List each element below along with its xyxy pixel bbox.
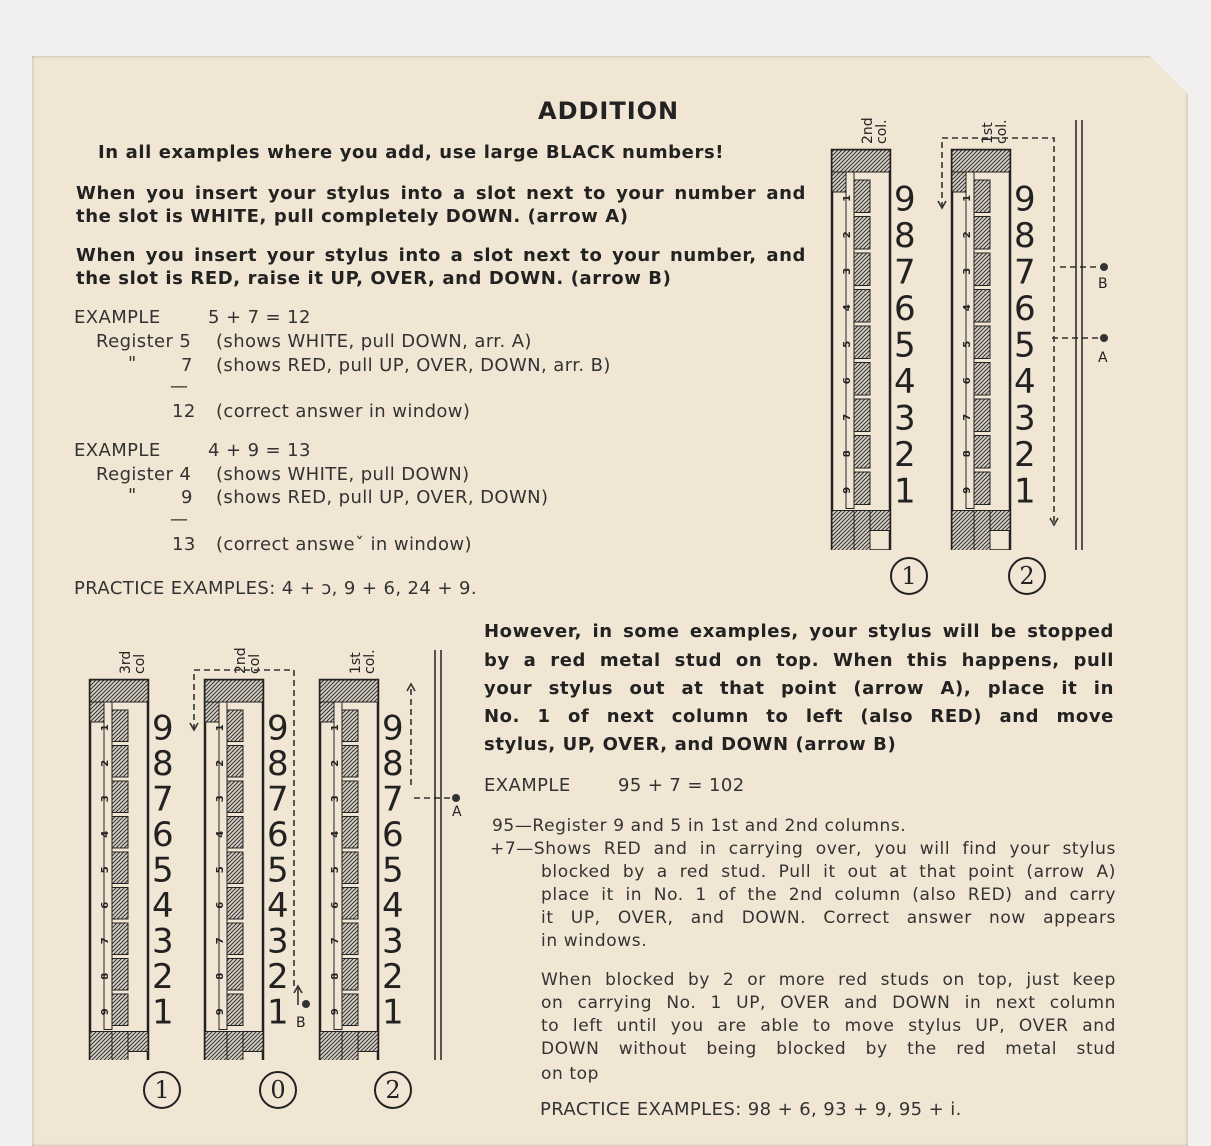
top-col-1st-slot (974, 253, 990, 286)
blocked-line5: on top (541, 1064, 600, 1084)
bottom-col-1st-slot (342, 746, 358, 778)
top-col-1st-slot-digit: 4 (962, 304, 973, 312)
bottom-col-3rd-slot-digit: 5 (100, 866, 111, 874)
example3-line2: +7—Shows RED and in carrying over, you will find your stylus (490, 839, 1116, 859)
top-col-1st-slot-digit: 2 (962, 231, 973, 239)
bottom-col-1st-slot-digit: 6 (330, 901, 341, 909)
example3-heading: EXAMPLE (484, 775, 571, 796)
however-line4: No. 1 of next column to left (also RED) and move (484, 706, 1114, 727)
top-col-1st-label-line1: 1st (980, 122, 996, 144)
bottom-col-2nd-label-line2: col (247, 653, 263, 674)
bottom-col-2nd-slot-digit: 1 (215, 724, 226, 732)
bottom-col-1st-slot-digit: 8 (330, 972, 341, 980)
bottom-col-2nd-top-cap (205, 680, 263, 702)
blocked-line4: DOWN without being blocked by the red metal stud (541, 1039, 1116, 1059)
bottom-col-1st-big-digit: 9 (382, 708, 404, 749)
top-col-1st-base-right (990, 511, 1010, 531)
top-col-2nd-slot (854, 399, 870, 432)
example1-equation: 5 + 7 = 12 (208, 307, 311, 328)
bottom-circle-0: 0 (259, 1071, 297, 1109)
blocked-line1: When blocked by 2 or more red studs on top, just keep (541, 970, 1116, 990)
bottom-col-1st-slot-digit: 7 (330, 937, 341, 945)
bottom-col-1st-slot (342, 959, 358, 991)
top-carry-path (942, 138, 1054, 525)
bottom-col-3rd-big-digit: 5 (152, 850, 174, 891)
example1-result: 12 (172, 401, 196, 422)
bottom-col-1st-slot (342, 923, 358, 955)
top-col-2nd-top-cap (832, 150, 890, 172)
intro-para2-line2: the slot is RED, raise it UP, OVER, and DOWN. (arrow B) (76, 268, 672, 289)
top-col-2nd-slot (854, 436, 870, 469)
bottom-col-3rd-base-slot (112, 1032, 128, 1061)
bottom-col-2nd-slot-digit: 7 (215, 937, 226, 945)
bottom-col-2nd-slot (227, 781, 243, 813)
bottom-col-2nd-big-digit: 1 (267, 992, 289, 1033)
top-col-2nd-slot-digit: 8 (842, 450, 853, 458)
bottom-col-1st-slot (342, 852, 358, 884)
top-col-1st-slot (974, 472, 990, 505)
example1-second-desc: (shows RED, pull UP, OVER, DOWN, arr. B) (216, 355, 611, 376)
bottom-col-3rd-slot-digit: 4 (100, 830, 111, 838)
example3-line1: 95—Register 9 and 5 in 1st and 2nd columns. (492, 816, 907, 836)
top-col-2nd-hook (832, 172, 846, 192)
bottom-col-3rd-big-digit: 6 (152, 815, 174, 855)
top-col-2nd-slot-digit: 4 (842, 304, 853, 312)
bottom-col-3rd-label-line1: 3rd (118, 650, 134, 674)
top-col-1st-slot-digit: 6 (962, 377, 973, 385)
bottom-col-1st-big-digit: 1 (382, 992, 404, 1033)
bottom-arrow-b-dot (302, 1000, 310, 1008)
top-col-2nd-slot (854, 180, 870, 213)
top-col-1st-big-digit: 6 (1014, 289, 1036, 329)
top-col-1st-hook (952, 172, 966, 192)
top-col-1st-slot (974, 180, 990, 213)
bottom-col-1st-slot-digit: 2 (330, 759, 341, 767)
bottom-col-2nd-base-slot (227, 1032, 243, 1061)
bottom-col-3rd-big-digit: 4 (152, 886, 174, 926)
bottom-col-2nd-slot (227, 710, 243, 742)
example2-register: Register 4 (96, 464, 192, 485)
bottom-col-1st-label-line2: col. (362, 649, 378, 674)
bottom-col-1st-hook (320, 702, 334, 722)
top-col-1st-slot (974, 399, 990, 432)
example1-result-desc: (correct answer in window) (216, 401, 471, 422)
folded-corner (1150, 56, 1188, 94)
bottom-col-3rd-base-left (90, 1032, 112, 1061)
bottom-col-3rd-slot-digit: 2 (100, 759, 111, 767)
bottom-col-1st-slot-digit: 5 (330, 866, 341, 874)
bottom-col-3rd-big-digit: 2 (152, 957, 174, 997)
bottom-col-3rd-big-digit: 8 (152, 744, 174, 784)
bottom-arrow-a-dot (452, 794, 460, 802)
top-col-2nd-slot-digit: 5 (842, 340, 853, 348)
intro-para1-line1: When you insert your stylus into a slot next to your number and (76, 183, 806, 204)
practice-examples-1: PRACTICE EXAMPLES: 4 + ɔ, 9 + 6, 24 + 9. (74, 578, 477, 599)
example2-second-desc: (shows RED, pull UP, OVER, DOWN) (216, 487, 549, 508)
top-col-1st-base-slot (974, 511, 990, 551)
example1-register-desc: (shows WHITE, pull DOWN, arr. A) (216, 331, 532, 352)
blocked-line2: on carrying No. 1 UP, OVER and DOWN in next column (541, 993, 1116, 1013)
bottom-col-3rd-slot-digit: 8 (100, 972, 111, 980)
top-col-1st-big-digit: 7 (1014, 252, 1036, 293)
bottom-col-2nd-base-left (205, 1032, 227, 1061)
top-col-2nd-label-line1: 2nd (860, 117, 876, 144)
example1-register: Register 5 (96, 331, 192, 352)
top-col-1st-slot (974, 217, 990, 250)
top-col-1st-big-digit: 3 (1014, 398, 1036, 439)
bottom-col-1st-slot (342, 710, 358, 742)
bottom-col-3rd-slot (112, 746, 128, 778)
however-line3: your stylus out at that point (arrow A), place it in (484, 678, 1114, 699)
top-col-2nd-slot (854, 326, 870, 359)
bottom-col-3rd-big-digit: 9 (152, 708, 174, 749)
top-col-2nd-big-digit: 5 (894, 325, 916, 366)
bottom-col-1st-label-line1: 1st (348, 652, 364, 674)
top-col-2nd-big-digit: 7 (894, 252, 916, 293)
top-col-2nd-big-digit: 4 (894, 362, 916, 402)
example3-line4: place it in No. 1 of the 2nd column (also RED) and carry (541, 885, 1116, 905)
example2-result: 13 (172, 534, 196, 555)
top-circle-2: 2 (1008, 557, 1046, 595)
bottom-col-2nd-big-digit: 6 (267, 815, 289, 855)
top-col-1st-slot-digit: 1 (962, 194, 973, 202)
bottom-col-2nd-big-digit: 5 (267, 850, 289, 891)
top-col-2nd-slot-digit: 1 (842, 194, 853, 202)
top-col-2nd-base-left (832, 511, 854, 551)
bottom-col-1st-base-slot (342, 1032, 358, 1061)
bottom-col-1st-top-cap (320, 680, 378, 702)
top-col-1st-slot-digit: 7 (962, 413, 973, 421)
bottom-arrow-b-label: B (296, 1015, 306, 1031)
top-arrow-a-dot (1100, 334, 1108, 342)
bottom-col-1st-big-digit: 8 (382, 744, 404, 784)
top-col-2nd-big-digit: 9 (894, 179, 916, 220)
bottom-col-2nd-label-line1: 2nd (233, 647, 249, 674)
bottom-col-3rd-label-line2: col (132, 653, 148, 674)
bottom-col-1st-slot (342, 994, 358, 1026)
top-col-1st-big-digit: 4 (1014, 362, 1036, 402)
top-col-1st-slot-digit: 3 (962, 267, 973, 275)
bottom-col-2nd-slot (227, 994, 243, 1026)
bottom-col-2nd-slot (227, 746, 243, 778)
bottom-col-1st-slot-digit: 1 (330, 724, 341, 732)
bottom-col-3rd-slot-digit: 9 (100, 1008, 111, 1016)
example2-second-number: 9 (181, 487, 193, 508)
top-col-1st-big-digit: 1 (1014, 471, 1036, 512)
top-col-2nd-slot-digit: 3 (842, 267, 853, 275)
bottom-col-1st-slot (342, 781, 358, 813)
intro-para1-line2: the slot is WHITE, pull completely DOWN. (arrow A) (76, 206, 629, 227)
page-title: ADDITION (538, 97, 680, 125)
bottom-col-3rd-slot (112, 710, 128, 742)
example2-result-desc: (correct answeˇ in window) (216, 534, 472, 555)
example2-heading: EXAMPLE (74, 440, 161, 461)
example2-register-desc: (shows WHITE, pull DOWN) (216, 464, 470, 485)
top-arrow-b-dot (1100, 263, 1108, 271)
example1-dash: — (170, 376, 189, 397)
top-col-2nd-slot (854, 217, 870, 250)
example2-equation: 4 + 9 = 13 (208, 440, 311, 461)
bottom-col-2nd-slot-digit: 9 (215, 1008, 226, 1016)
top-arrow-b-label: B (1098, 276, 1108, 292)
bottom-col-3rd-hook (90, 702, 104, 722)
bottom-col-1st-slot (342, 888, 358, 920)
bottom-arrow-a-label: A (452, 804, 462, 820)
however-line2: by a red metal stud on top. When this happens, pull (484, 650, 1114, 671)
top-col-2nd-slot-digit: 7 (842, 413, 853, 421)
bottom-col-2nd-slot-digit: 2 (215, 759, 226, 767)
top-col-2nd-slot (854, 290, 870, 323)
top-col-2nd-big-digit: 1 (894, 471, 916, 512)
bottom-col-3rd-slot (112, 888, 128, 920)
bottom-col-1st-big-digit: 5 (382, 850, 404, 891)
bottom-col-2nd-big-digit: 8 (267, 744, 289, 784)
top-col-2nd-slot (854, 472, 870, 505)
bottom-col-1st-big-digit: 4 (382, 886, 404, 926)
bottom-col-3rd-slot-digit: 1 (100, 724, 111, 732)
top-col-2nd-slot-digit: 9 (842, 486, 853, 494)
top-col-1st-slot (974, 363, 990, 396)
bottom-col-3rd-slot (112, 817, 128, 849)
bottom-col-3rd-big-digit: 7 (152, 779, 174, 820)
bottom-col-2nd-slot (227, 959, 243, 991)
bottom-col-1st-big-digit: 6 (382, 815, 404, 855)
however-line1: However, in some examples, your stylus will be stopped (484, 621, 1114, 642)
bottom-col-3rd-slot-digit: 7 (100, 937, 111, 945)
top-col-2nd-big-digit: 8 (894, 216, 916, 256)
bottom-col-3rd-slot-digit: 6 (100, 901, 111, 909)
bottom-col-2nd-slot-digit: 6 (215, 901, 226, 909)
top-register-diagram (820, 80, 1130, 550)
bottom-col-3rd-big-digit: 3 (152, 921, 174, 962)
top-col-1st-slot-digit: 9 (962, 486, 973, 494)
top-col-1st-slot-digit: 8 (962, 450, 973, 458)
bottom-col-2nd-slot (227, 817, 243, 849)
bottom-col-2nd-hook (205, 702, 219, 722)
top-col-2nd-label-line2: col. (874, 119, 890, 144)
bottom-col-1st-big-digit: 3 (382, 921, 404, 962)
bottom-col-3rd-slot (112, 852, 128, 884)
bottom-col-3rd-slot-digit: 3 (100, 795, 111, 803)
example1-heading: EXAMPLE (74, 307, 161, 328)
example3-equation: 95 + 7 = 102 (618, 775, 745, 796)
bottom-col-2nd-big-digit: 4 (267, 886, 289, 926)
example2-dash: — (170, 509, 189, 530)
bottom-col-1st-slot-digit: 9 (330, 1008, 341, 1016)
top-col-1st-slot-digit: 5 (962, 340, 973, 348)
top-col-1st-slot (974, 326, 990, 359)
bottom-col-2nd-slot (227, 852, 243, 884)
bottom-col-2nd-slot-digit: 4 (215, 830, 226, 838)
bottom-col-2nd-slot (227, 923, 243, 955)
top-col-1st-label-line2: col. (994, 119, 1010, 144)
top-col-2nd-big-digit: 2 (894, 435, 916, 475)
top-col-1st-base-left (952, 511, 974, 551)
bottom-col-3rd-base-right (128, 1032, 148, 1052)
top-col-2nd-big-digit: 6 (894, 289, 916, 329)
bottom-col-1st-big-digit: 7 (382, 779, 404, 820)
intro-para2-line1: When you insert your stylus into a slot next to your number, and (76, 245, 806, 266)
bottom-col-2nd-big-digit: 9 (267, 708, 289, 749)
bottom-col-2nd-base-right (243, 1032, 263, 1052)
top-col-2nd-slot-digit: 2 (842, 231, 853, 239)
example3-line5: it UP, OVER, and DOWN. Correct answer now appears (541, 908, 1116, 928)
bottom-col-1st-base-left (320, 1032, 342, 1061)
top-col-1st-big-digit: 9 (1014, 179, 1036, 220)
however-line5: stylus, UP, OVER, and DOWN (arrow B) (484, 734, 897, 755)
top-col-1st-slot (974, 436, 990, 469)
example1-ditto: " (128, 353, 137, 374)
bottom-col-3rd-big-digit: 1 (152, 992, 174, 1033)
top-col-2nd-slot-digit: 6 (842, 377, 853, 385)
bottom-col-1st-base-right (358, 1032, 378, 1052)
bottom-col-3rd-slot (112, 923, 128, 955)
top-col-2nd-base-slot (854, 511, 870, 551)
bottom-col-2nd-big-digit: 2 (267, 957, 289, 997)
bottom-col-2nd-slot-digit: 5 (215, 866, 226, 874)
bottom-col-1st-big-digit: 2 (382, 957, 404, 997)
top-col-2nd-big-digit: 3 (894, 398, 916, 439)
top-col-2nd-slot (854, 253, 870, 286)
bottom-col-3rd-slot (112, 959, 128, 991)
bottom-col-3rd-slot (112, 994, 128, 1026)
bottom-col-3rd-slot (112, 781, 128, 813)
top-col-2nd-slot (854, 363, 870, 396)
top-arrow-a-label: A (1098, 350, 1108, 366)
practice-examples-2: PRACTICE EXAMPLES: 98 + 6, 93 + 9, 95 + і. (540, 1099, 962, 1120)
intro-line: In all examples where you add, use large BLACK numbers! (98, 142, 725, 163)
example1-second-number: 7 (181, 355, 193, 376)
top-circle-1: 1 (890, 557, 928, 595)
blocked-line3: to left until you are able to move stylus UP, OVER and (541, 1016, 1116, 1036)
bottom-col-2nd-slot-digit: 8 (215, 972, 226, 980)
bottom-col-2nd-slot-digit: 3 (215, 795, 226, 803)
bottom-register-diagram (80, 620, 480, 1060)
top-col-1st-slot (974, 290, 990, 323)
bottom-col-1st-slot-digit: 4 (330, 830, 341, 838)
example2-ditto: " (128, 485, 137, 506)
top-col-1st-top-cap (952, 150, 1010, 172)
top-col-1st-big-digit: 8 (1014, 216, 1036, 256)
bottom-circle-2: 2 (374, 1071, 412, 1109)
bottom-col-1st-slot-digit: 3 (330, 795, 341, 803)
top-col-1st-big-digit: 2 (1014, 435, 1036, 475)
bottom-col-1st-slot (342, 817, 358, 849)
bottom-col-3rd-top-cap (90, 680, 148, 702)
top-col-2nd-base-right (870, 511, 890, 531)
example3-line6: in windows. (541, 931, 648, 951)
bottom-circle-1: 1 (143, 1071, 181, 1109)
bottom-col-2nd-big-digit: 7 (267, 779, 289, 820)
bottom-col-2nd-big-digit: 3 (267, 921, 289, 962)
bottom-col-2nd-slot (227, 888, 243, 920)
example3-line3: blocked by a red stud. Pull it out at that point (arrow A) (541, 862, 1116, 882)
top-col-1st-big-digit: 5 (1014, 325, 1036, 366)
